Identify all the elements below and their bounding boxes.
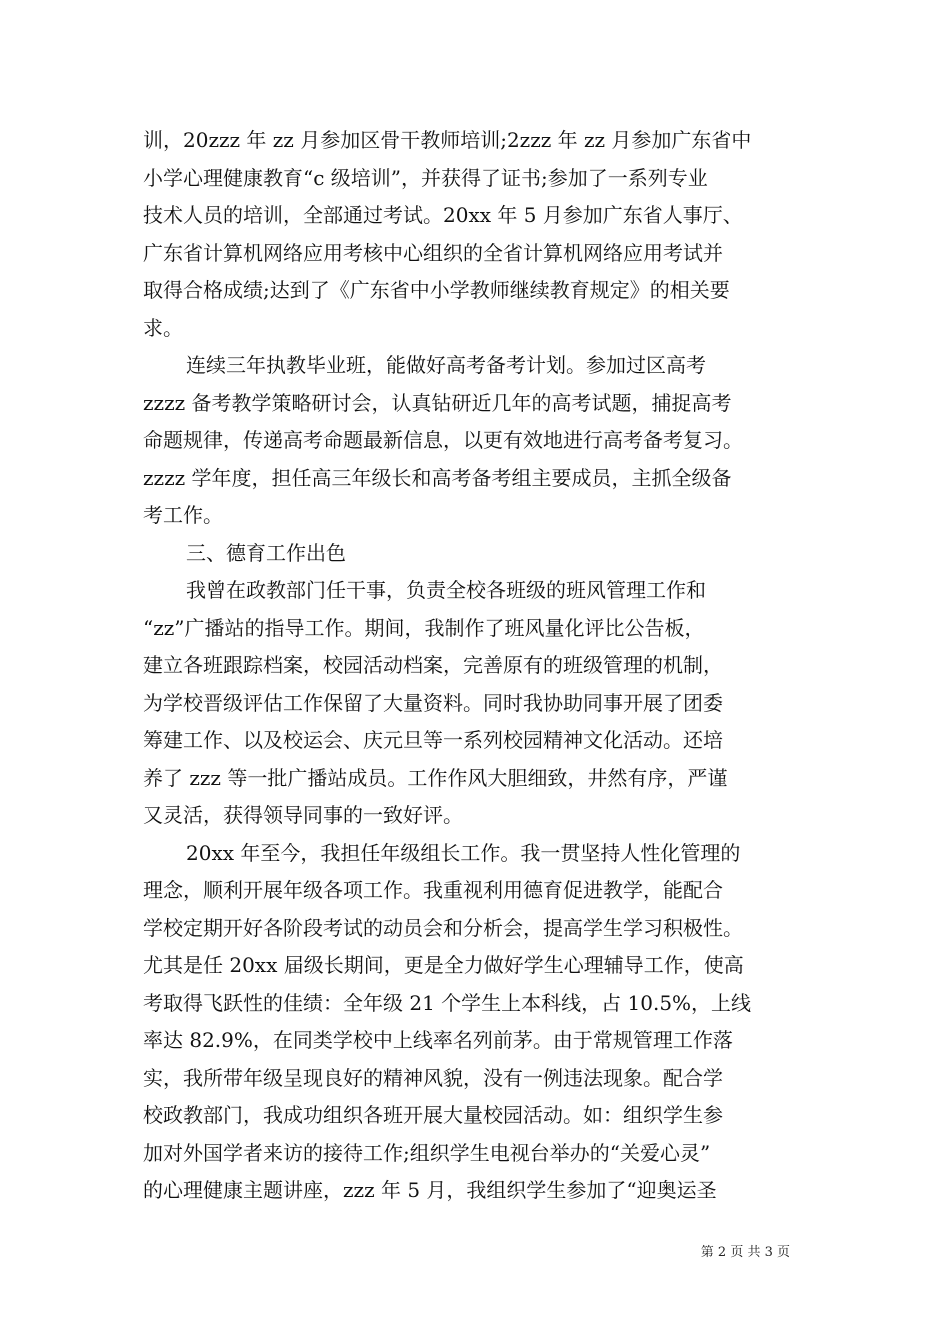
document-body — [143, 122, 813, 1210]
text-line: 三、德育工作出色 — [186, 540, 346, 565]
text-line: 实，我所带年级呈现良好的精神风貌，没有一例违法现象。配合学 — [143, 1065, 723, 1090]
text-line: 技术人员的培训，全部通过考试。20xx 年 5 月参加广东省人事厅、 — [143, 203, 743, 227]
text-line: 学校定期开好各阶段考试的动员会和分析会，提高学生学习积极性。 — [143, 915, 743, 940]
text-line: 理念，顺利开展年级各项工作。我重视利用德育促进教学，能配合 — [143, 878, 723, 902]
text-line: 建立各班跟踪档案，校园活动档案，完善原有的班级管理的机制， — [143, 653, 723, 677]
text-line: zzzz 学年度，担任高三年级长和高考备考组主要成员，主抓全级备 — [143, 465, 732, 490]
page-number: 第 2 页 共 3 页 — [700, 1245, 790, 1260]
text-line: 尤其是任 20xx 届级长期间，更是全力做好学生心理辅导工作，使高 — [143, 953, 744, 977]
text-line: 筹建工作、以及校运会、庆元旦等一系列校园精神文化活动。还培 — [143, 728, 723, 752]
text-line: 小学心理健康教育“c 级培训”，并获得了证书;参加了一系列专业 — [143, 165, 708, 190]
text-line: 考取得飞跃性的佳绩：全年级 21 个学生上本科线，占 10.5%，上线 — [143, 990, 752, 1015]
text-line: 求。 — [143, 315, 183, 340]
text-line: 的心理健康主题讲座，zzz 年 5 月，我组织学生参加了“迎奥运圣 — [143, 1178, 717, 1202]
text-line: 加对外国学者来访的接待工作;组织学生电视台举办的“关爱心灵” — [143, 1140, 711, 1165]
text-line: 连续三年执教毕业班，能做好高考备考计划。参加过区高考 — [186, 353, 706, 377]
text-line: 为学校晋级评估工作保留了大量资料。同时我协助同事开展了团委 — [143, 690, 723, 715]
text-line: 校政教部门，我成功组织各班开展大量校园活动。如：组织学生参 — [143, 1103, 723, 1127]
text-line: 率达 82.9%，在同类学校中上线率名列前茅。由于常规管理工作落 — [143, 1028, 733, 1052]
text-line: zzzz 备考教学策略研讨会，认真钻研近几年的高考试题，捕捉高考 — [143, 390, 732, 415]
text-line: 又灵活，获得领导同事的一致好评。 — [143, 803, 463, 827]
text-line: “zz”广播站的指导工作。期间，我制作了班风量化评比公告板， — [143, 615, 705, 640]
text-line: 考工作。 — [143, 503, 223, 527]
text-line: 训，20zzz 年 zz 月参加区骨干教师培训;2zzz 年 zz 月参加广东省中 — [143, 128, 752, 152]
text-line: 命题规律，传递高考命题最新信息，以更有效地进行高考备考复习。 — [143, 428, 743, 452]
text-line: 取得合格成绩;达到了《广东省中小学教师继续教育规定》的相关要 — [143, 278, 730, 302]
text-line: 广东省计算机网络应用考核中心组织的全省计算机网络应用考试并 — [143, 240, 723, 265]
text-line: 养了 zzz 等一批广播站成员。工作作风大胆细致，井然有序，严谨 — [143, 765, 728, 790]
text-line: 20xx 年至今，我担任年级组长工作。我一贯坚持人性化管理的 — [186, 840, 741, 865]
text-line: 我曾在政教部门任干事，负责全校各班级的班风管理工作和 — [186, 578, 706, 602]
